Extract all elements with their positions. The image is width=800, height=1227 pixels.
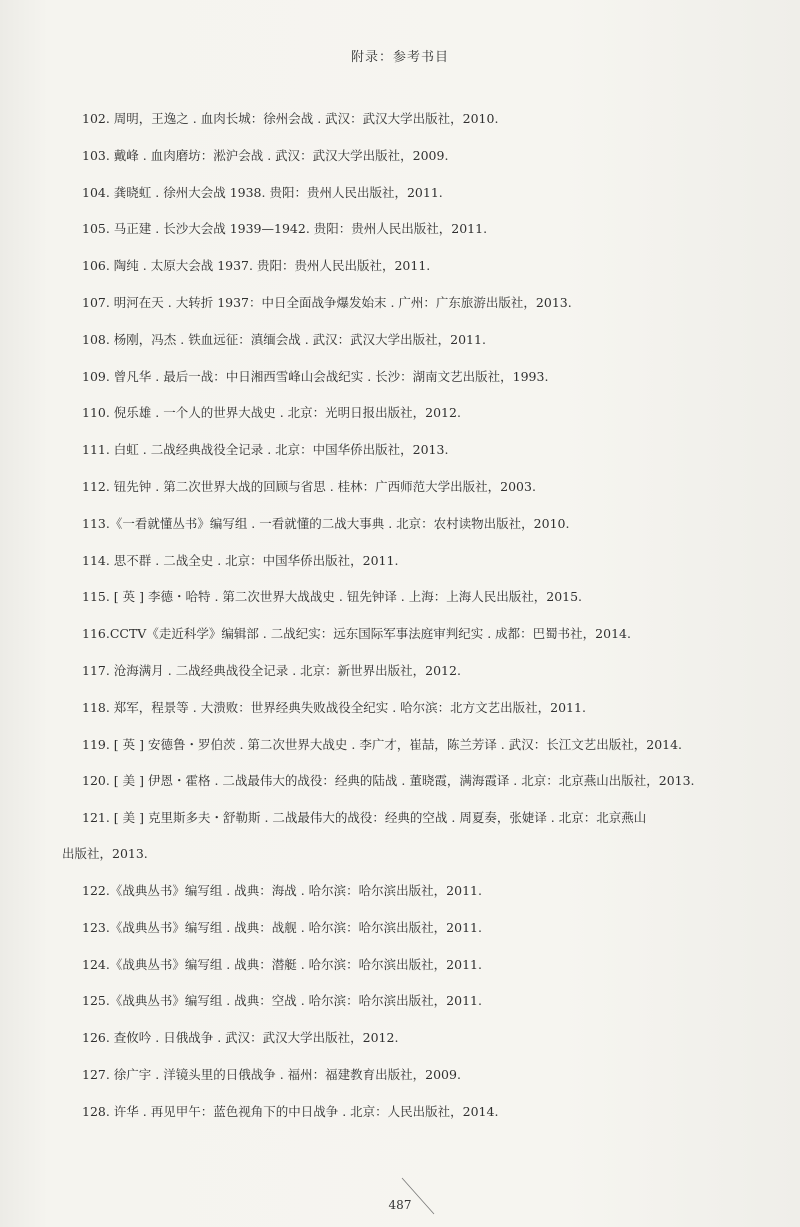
bibliography-entry-128: 128. 许华 . 再见甲午：蓝色视角下的中日战争 . 北京：人民出版社，2014.	[82, 1103, 499, 1119]
bibliography-entry-105: 105. 马正建 . 长沙大会战 1939—1942. 贵阳：贵州人民出版社，2011.	[82, 221, 488, 237]
bibliography-entry-115: 115. [ 英 ] 李德・哈特 . 第二次世界大战战史 . 钮先钟译 . 上海：上海人民出版社，2015.	[82, 589, 583, 605]
bibliography-entry-113: 113.《一看就懂丛书》编写组 . 一看就懂的二战大事典 . 北京：农村读物出版社，2010.	[82, 515, 570, 531]
entry-121-line-1: 121. [ 美 ] 克里斯多夫・舒勒斯 . 二战最伟大的战役：经典的空战 . 周夏奏，张婕译 . 北京：北京燕山	[82, 810, 647, 826]
bibliography-entry-116: 116.CCTV《走近科学》编辑部 . 二战纪实：远东国际军事法庭审判纪实 . 成都：巴蜀书社，2014.	[82, 626, 631, 642]
page-number: 487	[388, 1198, 412, 1212]
bibliography-list	[62, 110, 762, 1140]
bibliography-entry-125: 125.《战典丛书》编写组 . 战典：空战 . 哈尔滨：哈尔滨出版社，2011.	[82, 993, 482, 1009]
running-header: 附录：参考书目	[350, 50, 449, 65]
bibliography-entry-109: 109. 曾凡华 . 最后一战：中日湘西雪峰山会战纪实 . 长沙：湖南文艺出版社，1993.	[82, 368, 549, 384]
bibliography-entry-120: 120. [ 美 ] 伊恩・霍格 . 二战最伟大的战役：经典的陆战 . 董晓霞，满海霞译 . 北京：北京燕山出版社，2013.	[82, 773, 695, 789]
bibliography-entry-110: 110. 倪乐雄 . 一个人的世界大战史 . 北京：光明日报出版社，2012.	[82, 405, 461, 421]
bibliography-entry-122: 122.《战典丛书》编写组 . 战典：海战 . 哈尔滨：哈尔滨出版社，2011.	[82, 882, 482, 898]
bibliography-entry-119: 119. [ 英 ] 安德鲁・罗伯茨 . 第二次世界大战史 . 李广才，崔喆，陈兰芳译 . 武汉：长江文艺出版社，2014.	[82, 736, 683, 752]
bibliography-entry-124: 124.《战典丛书》编写组 . 战典：潜艇 . 哈尔滨：哈尔滨出版社，2011.	[82, 956, 482, 972]
bibliography-entry-104: 104. 龚晓虹 . 徐州大会战 1938. 贵阳：贵州人民出版社，2011.	[82, 184, 443, 200]
bibliography-entry-102: 102. 周明，王逸之 . 血肉长城：徐州会战 . 武汉：武汉大学出版社，2010.	[82, 111, 499, 126]
bibliography-entry-118: 118. 郑军，程景等 . 大溃败：世界经典失败战役全纪实 . 哈尔滨：北方文艺出版社，2011.	[82, 699, 586, 715]
bibliography-entry-112: 112. 钮先钟 . 第二次世界大战的回顾与省思 . 桂林：广西师范大学出版社，2003.	[82, 478, 536, 494]
bibliography-entry-106: 106. 陶纯 . 太原大会战 1937. 贵阳：贵州人民出版社，2011.	[82, 258, 431, 274]
bibliography-entry-111: 111. 白虹 . 二战经典战役全记录 . 北京：中国华侨出版社，2013.	[82, 442, 449, 458]
bibliography-entry-126: 126. 查攸吟 . 日俄战争 . 武汉：武汉大学出版社，2012.	[82, 1030, 399, 1046]
bibliography-entry-108: 108. 杨刚，冯杰 . 铁血远征：滇缅会战 . 武汉：武汉大学出版社，2011.	[82, 331, 486, 347]
bibliography-entry-121	[62, 809, 762, 863]
bibliography-entry-123: 123.《战典丛书》编写组 . 战典：战舰 . 哈尔滨：哈尔滨出版社，2011.	[82, 919, 482, 935]
bibliography-entry-117: 117. 沧海满月 . 二战经典战役全记录 . 北京：新世界出版社，2012.	[82, 662, 461, 678]
bibliography-entry-103: 103. 戴峰 . 血肉磨坊：淞沪会战 . 武汉：武汉大学出版社，2009.	[82, 147, 449, 163]
entry-121-line-2: 出版社，2013.	[62, 846, 148, 862]
bibliography-entry-107: 107. 明河在天 . 大转折 1937：中日全面战争爆发始末 . 广州：广东旅游出版社，2013.	[82, 294, 572, 310]
bibliography-entry-127: 127. 徐广宇 . 洋镜头里的日俄战争 . 福州：福建教育出版社，2009.	[82, 1066, 461, 1082]
bibliography-entry-114: 114. 思不群 . 二战全史 . 北京：中国华侨出版社，2011.	[82, 552, 399, 568]
